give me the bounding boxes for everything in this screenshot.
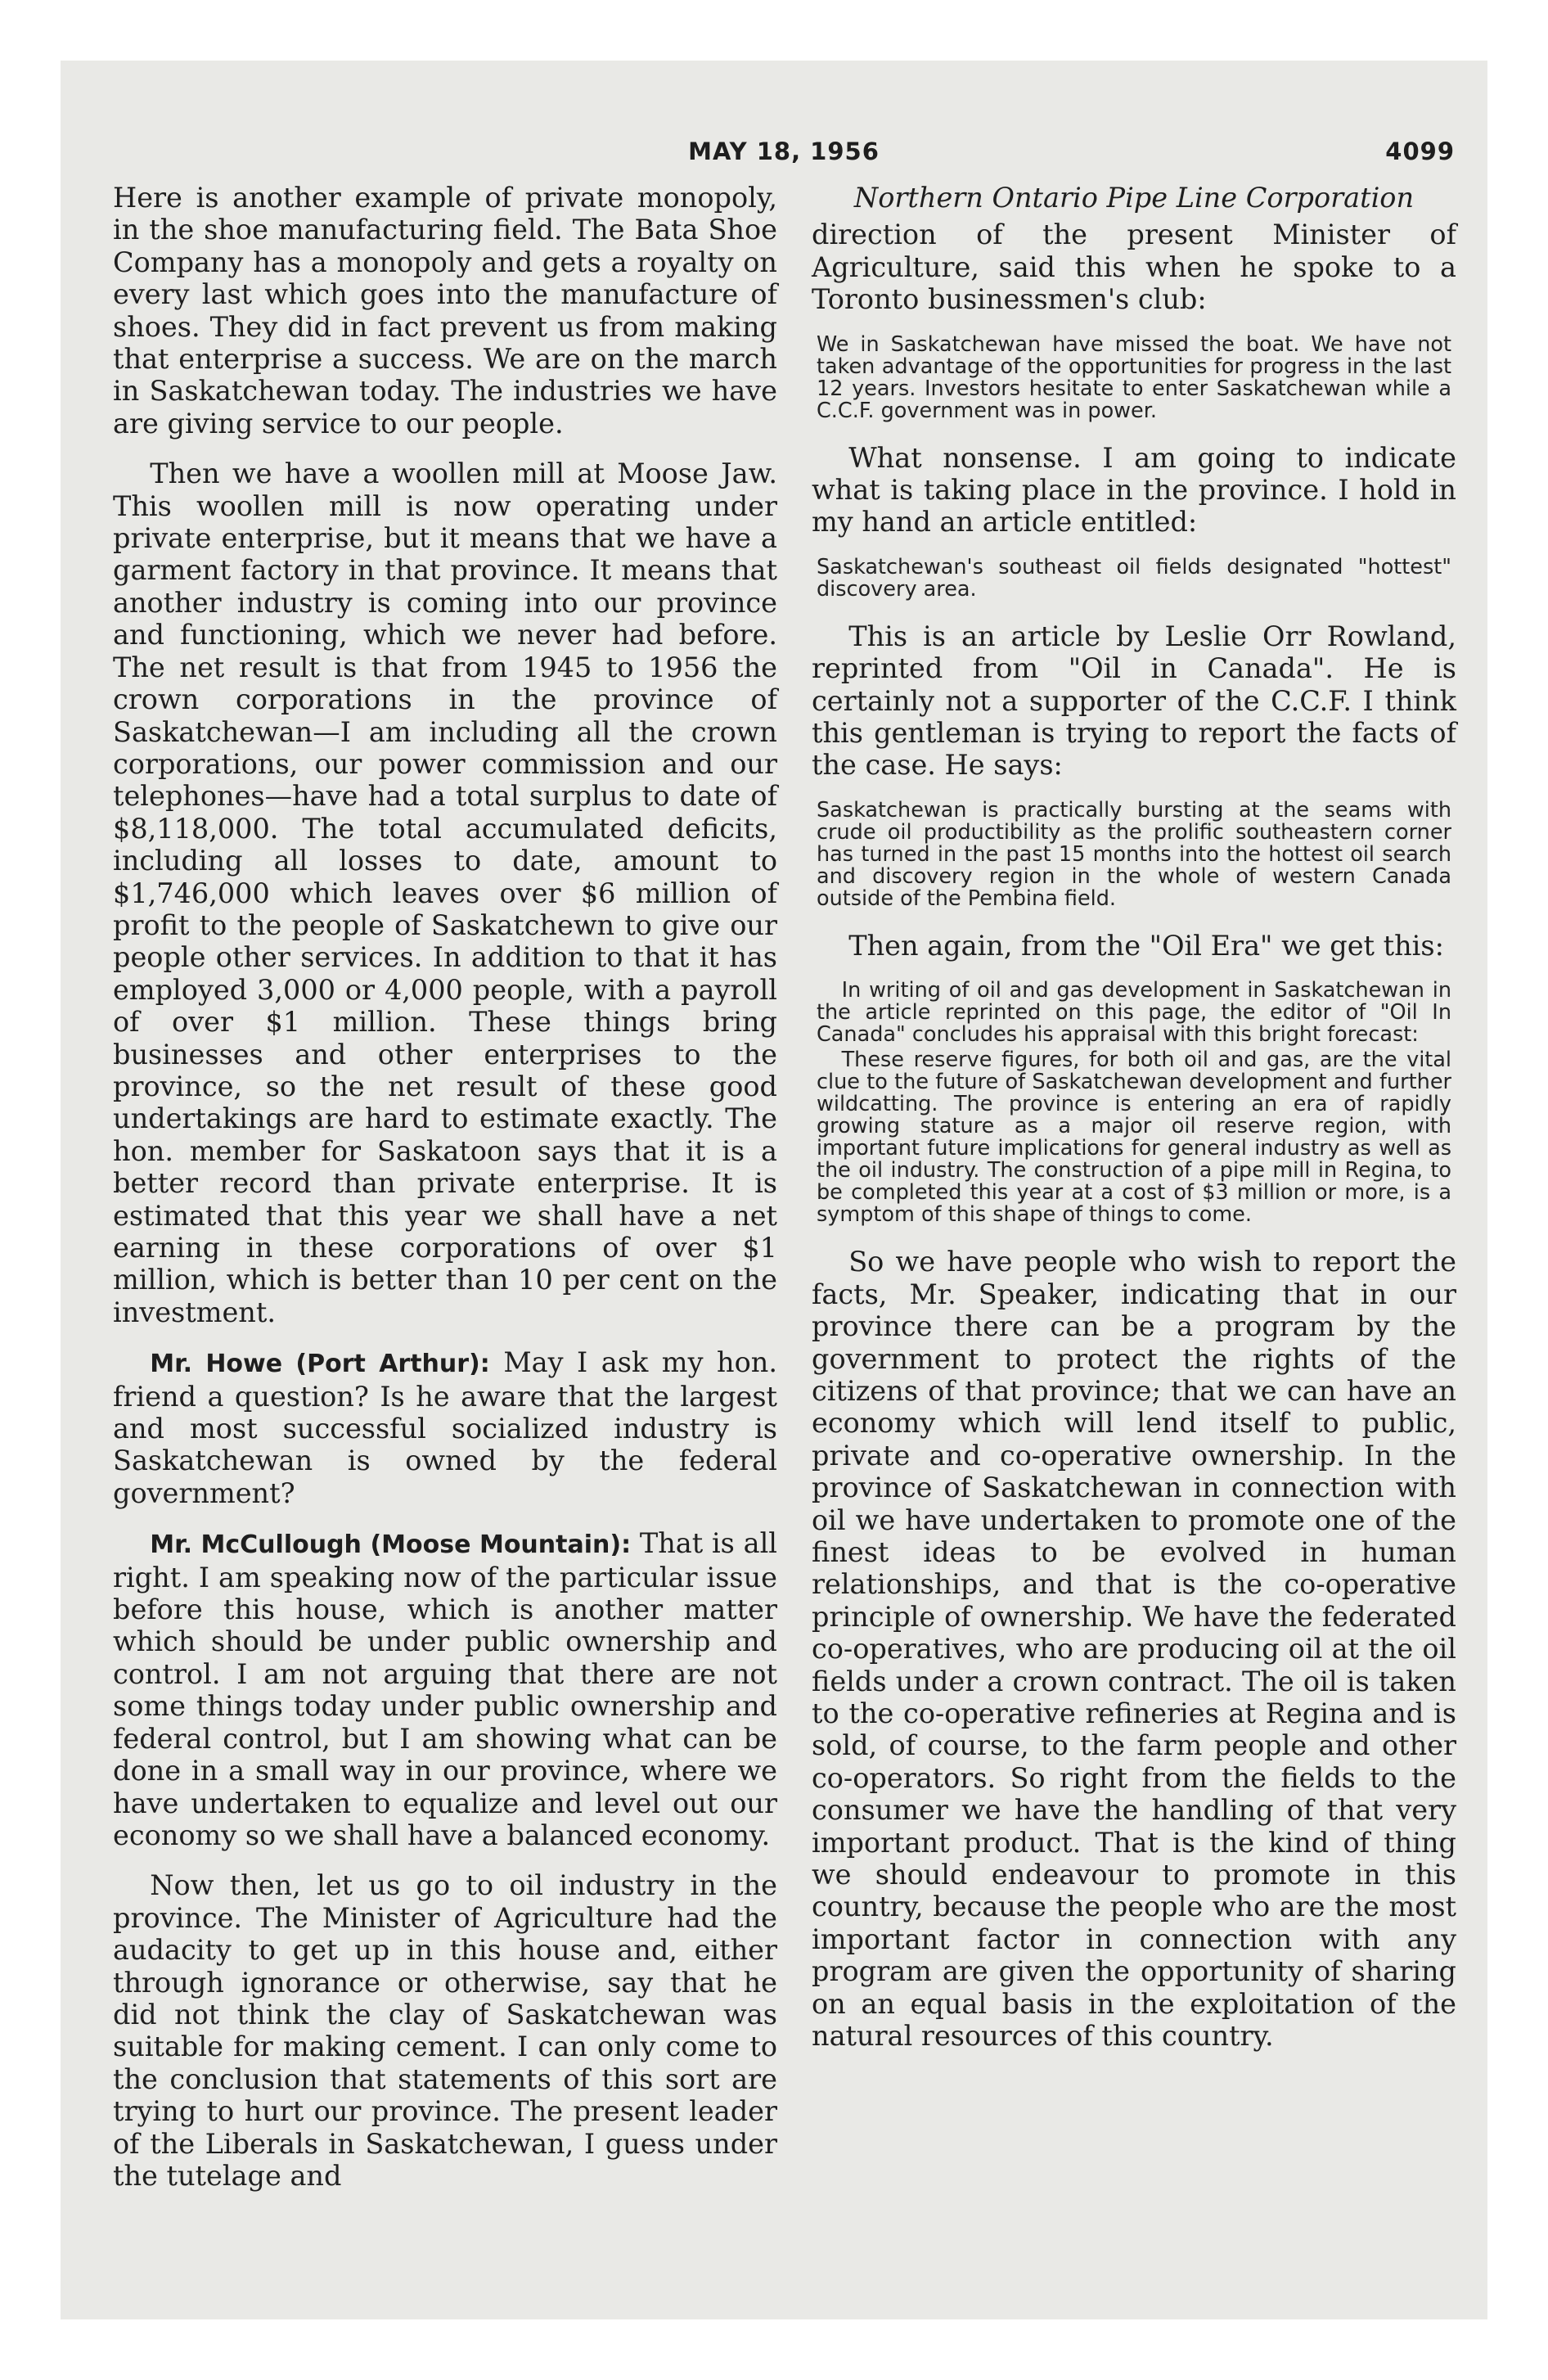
block-quote: In writing of oil and gas development in Saskatchewan in the article reprinted on this page, the editor of "Oil In Canada" concludes his appraisal with this bright forecast:: [817, 978, 1451, 1048]
section-heading: Northern Ontario Pipe Line Corporation: [853, 182, 1415, 214]
speech-paragraph: [113, 1346, 777, 1509]
speaker-name: Mr. Howe (Port Arthur):: [150, 1350, 490, 1379]
speech-paragraph: [113, 1527, 777, 1851]
block-quote: We in Saskatchewan have missed the boat. We have not taken advantage of the opportunities for progress in the last 12 years. Investors hesitate to enter Saskatchewan while a C.C.F. government was in power.: [817, 331, 1451, 423]
left-column: [113, 182, 777, 2210]
right-column: [812, 182, 1456, 2070]
paragraph: direction of the present Minister of Agriculture, said this when he spoke to a Toronto businessmen's club:: [812, 219, 1456, 316]
paragraph: What nonsense. I am going to indicate what is taking place in the province. I hold in my hand an article entitled:: [812, 441, 1456, 539]
speaker-name: Mr. McCullough (Moose Mountain):: [150, 1530, 632, 1560]
page-number: 4099: [1385, 137, 1455, 165]
block-quote: Saskatchewan is practically bursting at the seams with crude oil productibility as the prolific southeastern corner has turned in the past 15 months into the hottest oil search and discovery region in the whole of western Canada outside of the Pembina field.: [817, 797, 1451, 911]
speech-text: That is all right. I am speaking now of the particular issue before this house, which is another matter which should be under public ownership and control. I am not arguing that there are not some things today under public ownership and federal control, but I am showing what can be done in a small way in our province, where we have undertaken to equalize and level out our economy so we shall have a balanced economy.: [113, 1527, 777, 1851]
block-quote: Saskatchewan's southeast oil fields designated "hottest" discovery area.: [817, 554, 1451, 602]
paragraph: Then again, from the "Oil Era" we get this:: [848, 929, 1444, 962]
paragraph: This is an article by Leslie Orr Rowland, reprinted from "Oil in Canada". He is certainly not a supporter of the C.C.F. I think this gentleman is trying to report the facts of the case. He says:: [812, 620, 1456, 782]
paragraph: So we have people who wish to report the facts, Mr. Speaker, indicating that in our province there can be a program by the government to protect the rights of the citizens of that province; that we can have an economy which will lend itself to public, private and co-operative ownership. In the province of Saskatchewan in connection with oil we have undertaken to promote one of the finest ideas to be evolved in human relationships, and that is the co-operative principle of ownership. We have the federated co-operatives, who are producing oil at the oil fields under a crown contract. The oil is taken to the co-operative refineries at Regina and is sold, of course, to the farm people and other co-operators. So right from the fields to the consumer we have the handling of that very important product. That is the kind of thing we should endeavour to promote in this country, because the people who are the most important factor in connection with any program are given the opportunity of sharing on an equal basis in the exploitation of the natural resources of this country.: [812, 1246, 1456, 2053]
running-header: [113, 137, 1455, 177]
speech-text: May I ask my hon. friend a question? Is he aware that the largest and most successful socialized industry is Saskatchewan is owned by the federal government?: [113, 1346, 777, 1509]
header-date: MAY 18, 1956: [688, 137, 880, 165]
block-quote: These reserve figures, for both oil and gas, are the vital clue to the future of Saskatchewan development and further wildcatting. The province is entering an era of rapidly growing stature as a major oil reserve region, with important future implications for general industry as well as the oil industry. The construction of a pipe mill in Regina, to be completed this year at a cost of $3 million or more, is a symptom of this shape of things to come.: [817, 1048, 1451, 1228]
paragraph: Now then, let us go to oil industry in the province. The Minister of Agriculture had the audacity to get up in this house and, either through ignorance or otherwise, say that he did not think the clay of Saskatchewan was suitable for making cement. I can only come to the conclusion that statements of this sort are trying to hurt our province. The present leader of the Liberals in Saskatchewan, I guess under the tutelage and: [113, 1869, 777, 2192]
paragraph: Here is another example of private monopoly, in the shoe manufacturing field. The Bata Shoe Company has a monopoly and gets a royalty on every last which goes into the manufacture of shoes. They did in fact prevent us from making that enterprise a success. We are on the march in Saskatchewan today. The industries we have are giving service to our people.: [113, 182, 777, 439]
paragraph: Then we have a woollen mill at Moose Jaw. This woollen mill is now operating under private enterprise, but it means that we have a garment factory in that province. It means that another industry is coming into our province and functioning, which we never had before. The net result is that from 1945 to 1956 the crown corporations in the province of Saskatchewan—I am including all the crown corporations, our power commission and our telephones—have had a total surplus to date of $8,118,000. The total accumulated deficits, including all losses to date, amount to $1,746,000 which leaves over $6 million of profit to the people of Saskatchewn to give our people other services. In addition to that it has employed 3,000 or 4,000 people, with a payroll of over $1 million. These things bring businesses and other enterprises to the province, so the net result of these good undertakings are hard to estimate exactly. The hon. member for Saskatoon says that it is a better record than private enterprise. It is estimated that this year we shall have a net earning in these corporations of over $1 million, which is better than 10 per cent on the investment.: [113, 458, 777, 1328]
